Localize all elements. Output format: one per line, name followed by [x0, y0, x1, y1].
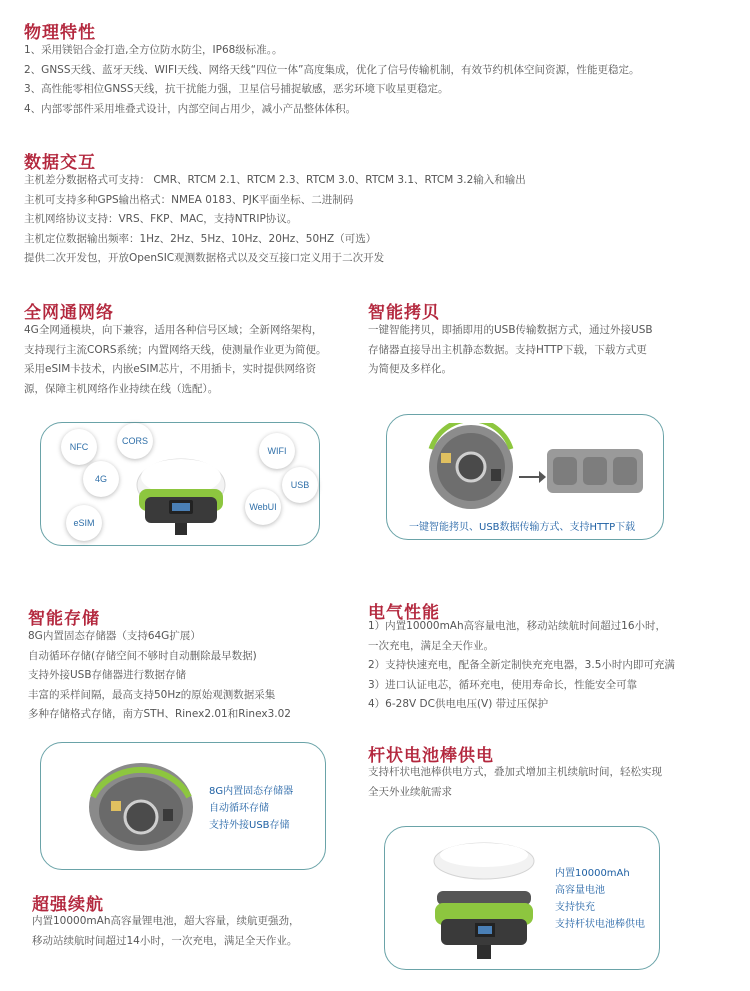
physical-line-3: 3、高性能零相位GNSS天线，抗干扰能力强，卫星信号捕捉敏感，恶劣环境下收星更稳定。 — [24, 83, 449, 95]
network-line-2: 支持现行主流CORS系统；内置网络天线，使测量作业更为简便。 — [24, 343, 327, 356]
storage-caption-1: 8G内置固态存储器 — [209, 786, 294, 797]
wifi-bubble: WIFI — [259, 433, 295, 469]
pole-caption-4: 支持杆状电池棒供电 — [555, 919, 645, 930]
receiver-underside-image — [85, 757, 197, 857]
copy-line-1: 一键智能拷贝，即插即用的USB传输数据方式，通过外接USB — [368, 324, 653, 336]
storage-captions — [209, 783, 293, 834]
storage-text — [28, 627, 291, 725]
copy-line-2: 存储器直接导出主机静态数据。支持HTTP下载，下载方式更 — [368, 343, 647, 356]
storage-caption-2: 自动循环存储 — [209, 803, 269, 814]
network-line-4: 源，保障主机网络作业持续在线（选配）。 — [24, 382, 219, 395]
endurance-title: 超强续航 — [32, 895, 104, 915]
storage-illustration-frame — [40, 742, 326, 870]
pole-caption-2: 高容量电池 — [555, 885, 605, 896]
pole-title: 杆状电池棒供电 — [368, 746, 494, 766]
electrical-text — [368, 617, 675, 715]
physical-line-4: 4、内部零部件采用堆叠式设计，内部空间占用少，减小产品整体体积。 — [24, 102, 357, 115]
electrical-line-1: 1）内置10000mAh高容量电池，移动站续航时间超过16小时， — [368, 620, 667, 632]
data-exchange-line-3: 主机网络协议支持：VRS、FKP、MAC，支持NTRIP协议。 — [24, 213, 298, 225]
network-illustration-frame — [40, 422, 320, 546]
electrical-title: 电气性能 — [368, 603, 440, 623]
endurance-line-2: 移动站续航时间超过14小时，一次充电，满足全天作业。 — [32, 934, 298, 947]
storage-line-2: 自动循环存储(存储空间不够时自动删除最早数据) — [28, 649, 257, 662]
storage-line-4: 丰富的采样间隔，最高支持50Hz的原始观测数据采集 — [28, 688, 276, 701]
endurance-line-1: 内置10000mAh高容量锂电池，超大容量，续航更强劲， — [32, 915, 300, 927]
storage-line-3: 支持外接USB存储器进行数据存储 — [28, 669, 187, 681]
data-exchange-text — [24, 171, 526, 269]
data-exchange-line-2: 主机可支持多种GPS输出格式：NMEA 0183、PJK平面坐标、二进制码 — [24, 193, 354, 206]
cors-bubble: CORS — [117, 423, 153, 459]
copy-text — [368, 321, 653, 380]
copy-caption: 一键智能拷贝、USB数据传输方式、支持HTTP下载 — [409, 522, 636, 533]
electrical-line-3: 2）支持快速充电，配备全新定制快充充电器，3.5小时内即可充满 — [368, 659, 675, 671]
nfc-bubble: NFC — [61, 429, 97, 465]
pole-line-2: 全天外业续航需求 — [368, 785, 452, 798]
electrical-line-4: 3）进口认证电芯，循环充电，使用寿命长，性能安全可靠 — [368, 678, 638, 691]
network-line-1: 4G全网通模块，向下兼容，适用各种信号区域；全新网络架构， — [24, 324, 323, 336]
network-text — [24, 321, 327, 399]
electrical-line-2: 一次充电，满足全天作业。 — [368, 639, 494, 652]
storage-title: 智能存储 — [28, 609, 100, 629]
copy-illustration-frame — [386, 414, 664, 540]
pole-line-1: 支持杆状电池棒供电方式，叠加式增加主机续航时间，轻松实现 — [368, 766, 662, 778]
arrow-icon — [517, 465, 547, 489]
data-exchange-line-5: 提供二次开发包，开放OpenSIC观测数据格式以及交互接口定义用于二次开发 — [24, 252, 385, 264]
copy-title: 智能拷贝 — [368, 303, 440, 323]
physical-line-1: 1、采用镁铝合金打造,全方位防水防尘，IP68级标准。。 — [24, 44, 283, 56]
esim-bubble: eSIM — [66, 505, 102, 541]
pole-illustration-frame — [384, 826, 660, 970]
physical-text — [24, 41, 640, 119]
pole-text — [368, 763, 662, 802]
electrical-line-5: 4）6-28V DC供电电压(V) 带过压保护 — [368, 698, 549, 710]
usb-bubble: USB — [282, 467, 318, 503]
storage-line-1: 8G内置固态存储器（支持64G扩展） — [28, 630, 201, 642]
storage-line-5: 多种存储格式存储，南方STH、Rinex2.01和Rinex3.02 — [28, 708, 291, 720]
physical-title: 物理特性 — [24, 23, 96, 43]
4g-bubble: 4G — [83, 461, 119, 497]
network-line-3: 采用eSIM卡技术，内嵌eSIM芯片，不用插卡，实时提供网络资 — [24, 363, 317, 375]
usb-port-cover-image — [547, 449, 643, 493]
gnss-receiver-image — [133, 445, 229, 541]
data-exchange-line-4: 主机定位数据输出频率：1Hz、2Hz、5Hz、10Hz、20Hz、50HZ（可选） — [24, 232, 377, 245]
receiver-exploded-image — [429, 839, 539, 963]
pole-captions — [555, 865, 645, 933]
data-exchange-line-1: 主机差分数据格式可支持： CMR、RTCM 2.1、RTCM 2.3、RTCM 3.0、RTCM 3.1、RTCM 3.2输入和输出 — [24, 174, 526, 186]
physical-line-2: 2、GNSS天线、蓝牙天线、WIFI天线、网络天线“四位一体”高度集成，优化了信号传输机制，有效节约机体空间资源，性能更稳定。 — [24, 63, 640, 76]
network-title: 全网通网络 — [24, 303, 114, 323]
webui-bubble: WebUI — [245, 489, 281, 525]
pole-caption-1: 内置10000mAh — [555, 868, 630, 879]
copy-line-3: 为简便及多样化。 — [368, 363, 452, 375]
data-exchange-title: 数据交互 — [24, 153, 96, 173]
endurance-text — [32, 912, 299, 951]
pole-caption-3: 支持快充 — [555, 902, 595, 913]
storage-caption-3: 支持外接USB存储 — [209, 820, 290, 831]
receiver-bottom-image — [421, 423, 521, 509]
